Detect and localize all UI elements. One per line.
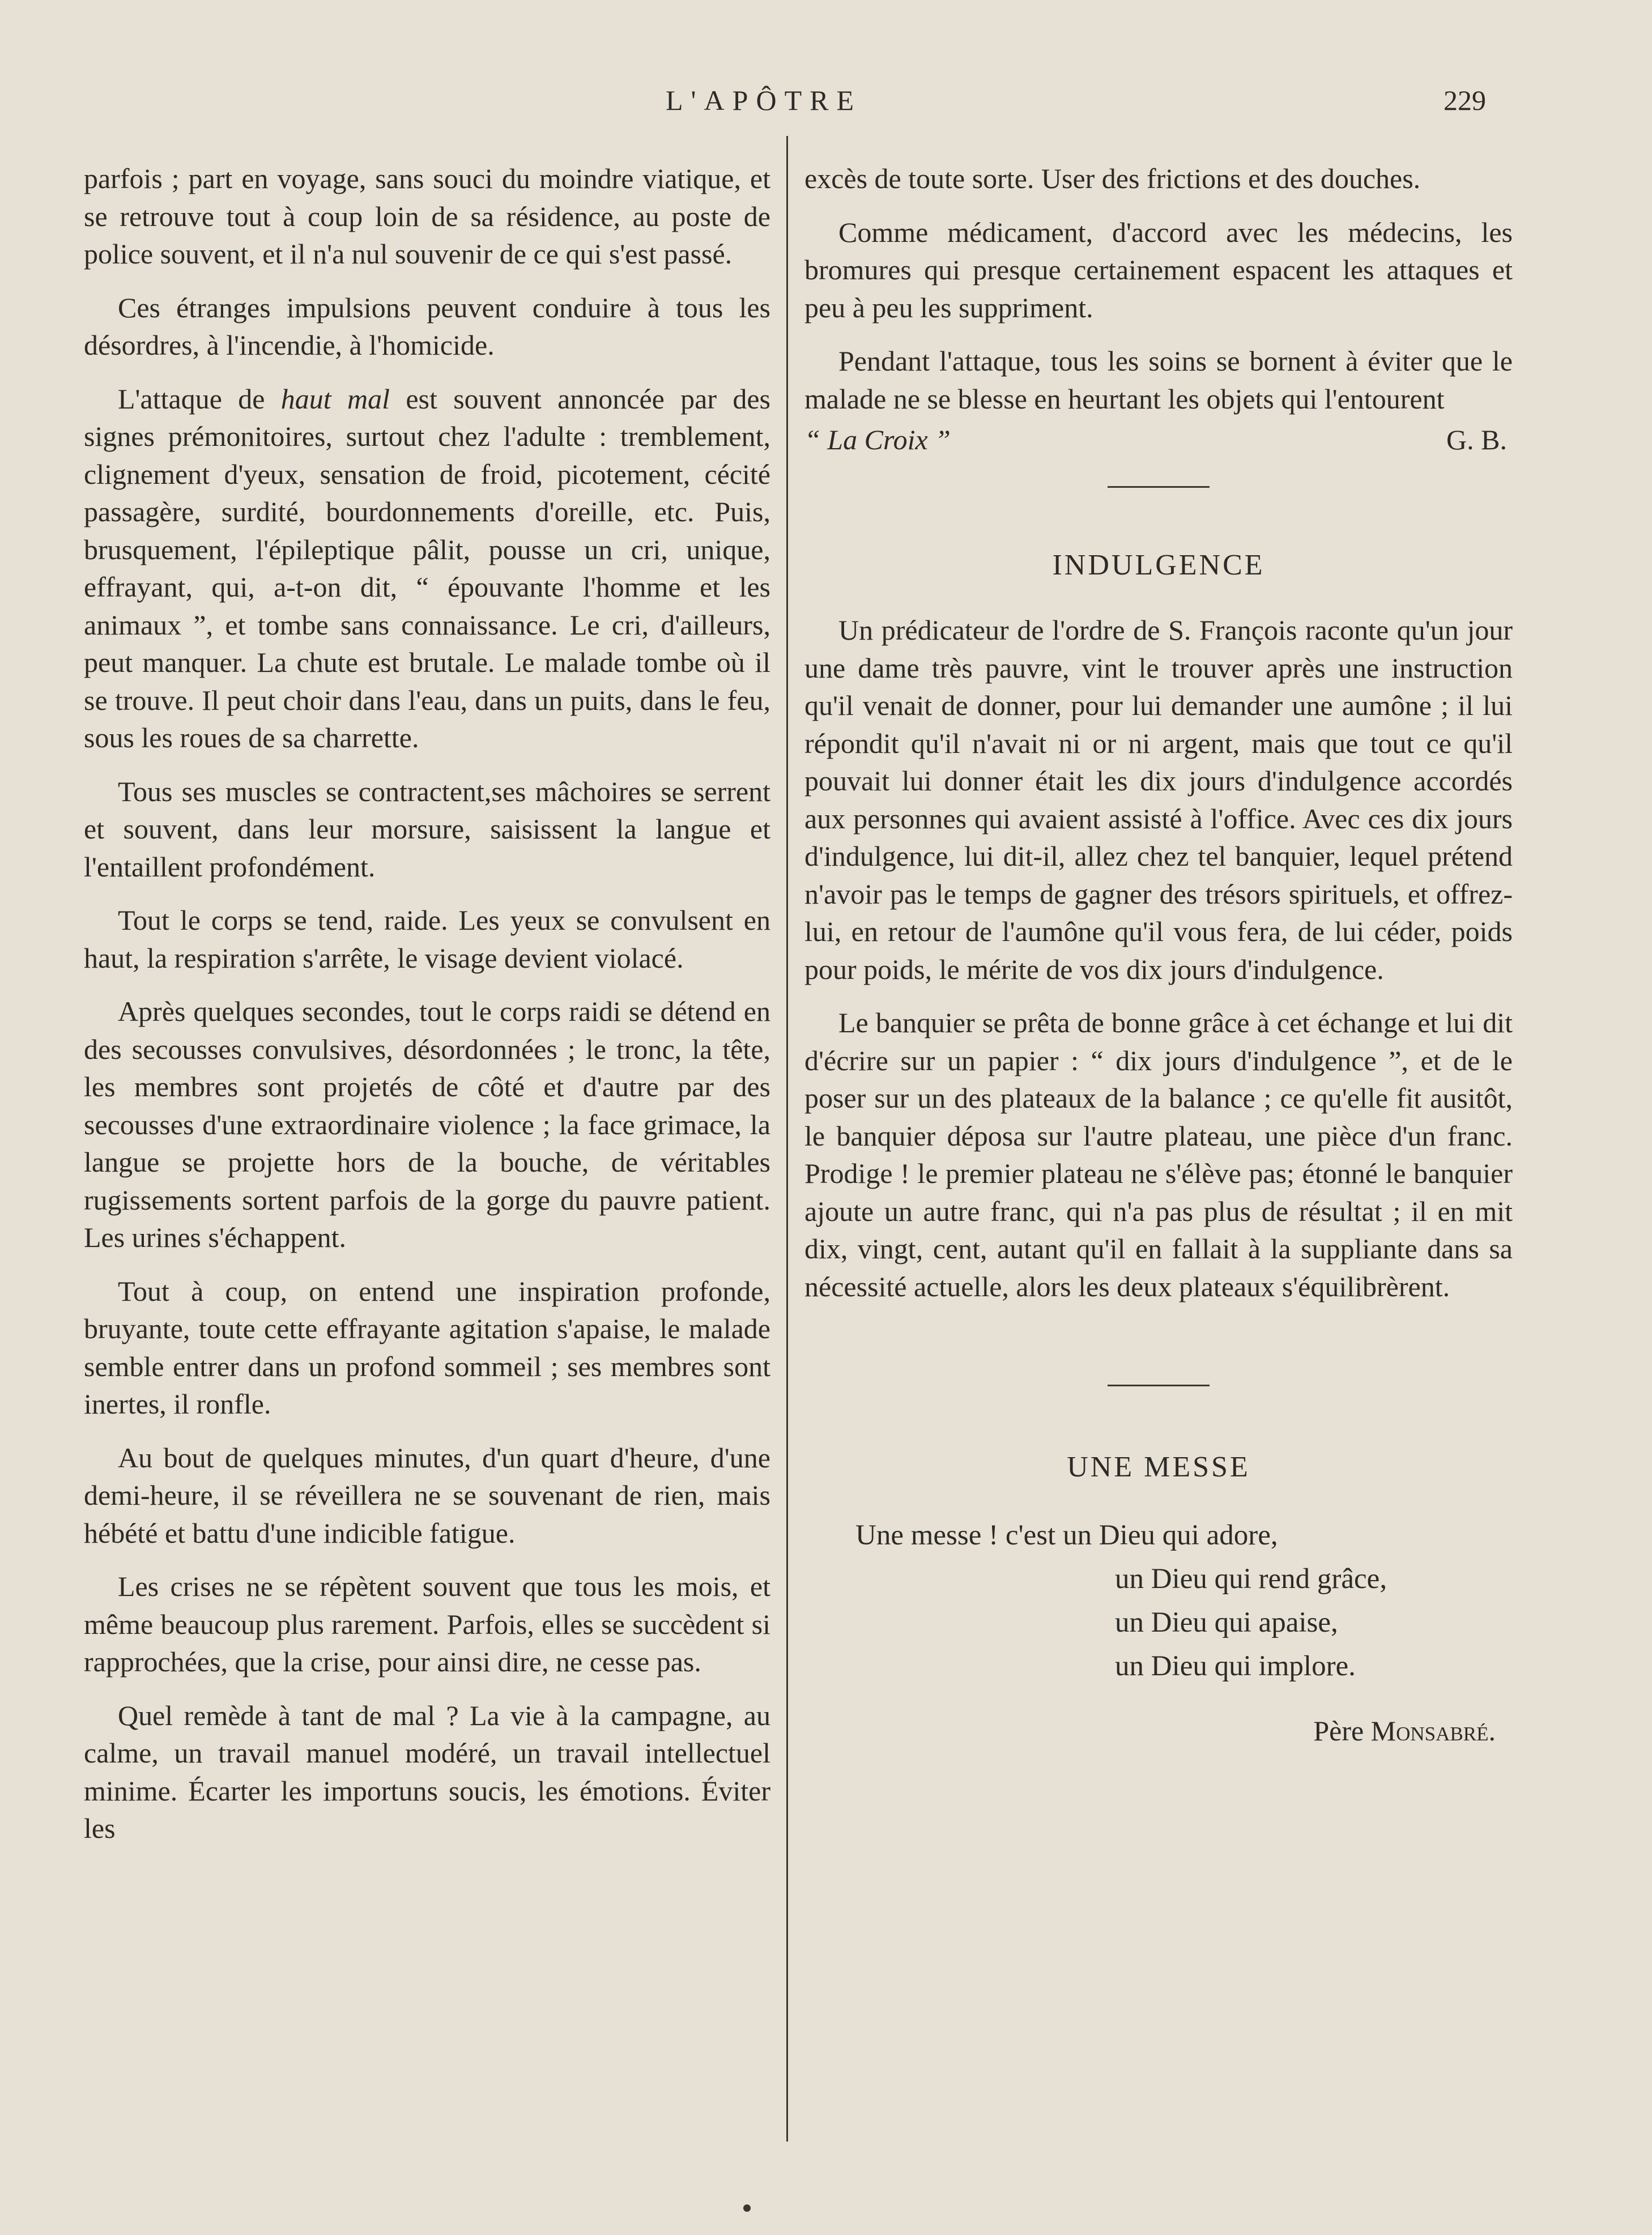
poem-line: un Dieu qui implore. [1115, 1650, 1356, 1682]
poem [855, 1514, 1513, 1688]
running-title: L'APÔTRE [666, 84, 862, 116]
signature-name: Monsabré. [1370, 1714, 1496, 1747]
signature-prefix: Père [1313, 1714, 1364, 1747]
left-column [84, 160, 770, 1863]
source-citation: “ La Croix ” [804, 424, 951, 455]
section-divider [1108, 1385, 1210, 1386]
paragraph: Après quelques secondes, tout le corps raidi se détend en des secousses convulsives, désordonnées ; le tronc, la tête, les membres sont projetés de côté et d'autre par des secousses d'une extraordinaire violence ; la face grimace, la langue se projette hors de la bouche, de véritables rugissements sortent parfois de la gorge du pauvre patient. Les urines s'échappent. [84, 995, 770, 1253]
paragraph: Au bout de quelques minutes, d'un quart d'heure, d'une demi-heure, il se réveillera ne se souvenant de rien, mais hébété et battu d'une indicible fatigue. [84, 1441, 770, 1549]
paragraph: Les crises ne se répètent souvent que tous les mois, et même beaucoup plus rarement. Parfois, elles se succèdent si rapprochées, que la crise, pour ainsi dire, ne cesse pas. [84, 1570, 770, 1678]
running-head [0, 78, 1652, 135]
poem-line: un Dieu qui apaise, [1115, 1606, 1338, 1638]
section-heading-indulgence: INDULGENCE [1052, 548, 1265, 581]
source-line [804, 421, 1513, 459]
column-rule [786, 136, 788, 2142]
paragraph: excès de toute sorte. User des frictions et des douches. [804, 163, 1421, 194]
paragraph: L'attaque de haut mal est souvent annoncée par des signes prémonitoires, surtout chez l'adulte : tremblement, clignement d'yeux, sensation de froid, picotement, cécité passagère, surdité, bourdonnements d'oreille, etc. Puis, brusquement, l'épileptique pâlit, pousse un cri, unique, effrayant, qui, a-t-on dit, “ épouvante l'homme et les animaux ”, et tombe sans connaissance. Le cri, d'ailleurs, peut manquer. La chute est brutale. Le malade tombe où il se trouve. Il peut choir dans l'eau, dans un puits, dans le feu, sous les roues de sa charrette. [84, 382, 770, 753]
paragraph: Tous ses muscles se contractent,ses mâchoires se serrent et souvent, dans leur morsure, saisissent la langue et l'entaillent profondément. [84, 775, 770, 883]
page-dot-mark [743, 2204, 751, 2212]
paragraph: Tout le corps se tend, raide. Les yeux se convulsent en haut, la respiration s'arrête, le visage devient violacé. [84, 904, 770, 974]
section-heading-messe: UNE MESSE [1067, 1451, 1250, 1483]
poem-line: Une messe ! c'est un Dieu qui adore, [855, 1519, 1278, 1551]
author-initials: G. B. [1446, 424, 1507, 455]
paragraph: Tout à coup, on entend une inspiration profonde, bruyante, toute cette effrayante agitation s'apaise, le malade semble entrer dans un profond sommeil ; ses membres sont inertes, il ronfle. [84, 1275, 770, 1420]
paragraph: Quel remède à tant de mal ? La vie à la campagne, au calme, un travail manuel modéré, un travail intellectuel minime. Écarter les importuns soucis, les émotions. Éviter les [84, 1699, 770, 1844]
section-divider [1108, 486, 1210, 488]
paragraph: Un prédicateur de l'ordre de S. François raconte qu'un jour une dame très pauvre, vint le trouver après une instruction qu'il venait de donner, pour lui demander une aumône ; il lui répondit qu'il n'avait ni or ni argent, mais que tout ce qu'il pouvait lui donner était les dix jours d'indulgence accordés aux personnes qui avaient assisté à l'office. Avec ces dix jours d'indulgence, lui dit-il, allez chez tel banquier, lequel prétend n'avoir pas le temps de gagner des trésors spirituels, et offrez-lui, en retour de l'aumône qu'il vous fera, de lui céder, poids pour poids, le mérite de vos dix jours d'indulgence. [804, 614, 1513, 985]
paragraph: Le banquier se prêta de bonne grâce à cet échange et lui dit d'écrire sur un papier : “ dix jours d'indulgence ”, et de le poser sur un des plateaux de la balance ; ce qu'elle fit ausitôt, le banquier déposa sur l'autre plateau, une pièce d'un franc. Prodige ! le premier plateau ne s'élève pas; étonné le banquier ajoute un autre franc, qui n'a pas plus de résultat ; il en mit dix, vingt, cent, autant qu'il en fallait à la suppliante dans sa nécessité actuelle, alors les deux plateaux s'équilibrèrent. [804, 1007, 1513, 1302]
page-number: 229 [1444, 84, 1486, 116]
right-column [804, 160, 1513, 1749]
paragraph: Comme médicament, d'accord avec les médecins, les bromures qui presque certainement espacent les attaques et peu à peu les suppriment. [804, 216, 1513, 323]
signature [804, 1712, 1513, 1750]
poem-line: un Dieu qui rend grâce, [1115, 1563, 1387, 1595]
paragraph: Pendant l'attaque, tous les soins se bornent à éviter que le malade ne se blesse en heurtant les objets qui l'entourent [804, 345, 1513, 415]
paragraph: parfois ; part en voyage, sans souci du moindre viatique, et se retrouve tout à coup loin de sa résidence, au poste de police souvent, et il n'a nul souvenir de ce qui s'est passé. [84, 163, 770, 270]
paragraph: Ces étranges impulsions peuvent conduire à tous les désordres, à l'incendie, à l'homicide. [84, 291, 770, 361]
